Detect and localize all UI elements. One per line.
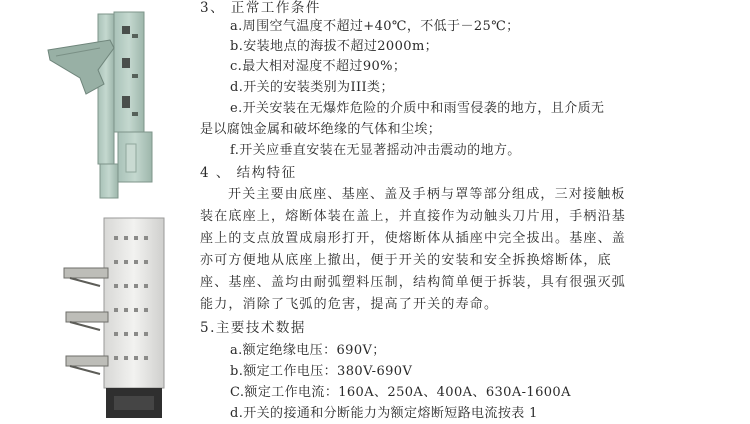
condition-item-e-cont: 是以腐蚀金属和破坏绝缘的气体和尘埃；	[200, 122, 442, 137]
structure-line-2: 装在底座上，熔断体装在盖上，并直接作为动触头刀片用，手柄沿基	[200, 209, 627, 224]
fuse-switch-closed-photo	[60, 216, 175, 422]
tech-item-a: a.额定绝缘电压：690V；	[230, 343, 386, 358]
condition-item-b: b.安装地点的海拔不超过2000m；	[230, 39, 439, 54]
structure-line-1: 开关主要由底座、基座、盖及手柄与罩等部分组成，三对接触板	[228, 187, 626, 202]
structure-line-4: 亦可方便地从底座上撤出，便于开关的安装和安全拆换熔断体，底	[200, 253, 612, 268]
condition-item-a: a.周围空气温度不超过+40℃，不低于－25℃；	[230, 19, 520, 34]
tech-item-b: b.额定工作电压：380V-690V	[230, 364, 413, 379]
structure-line-3: 座上的支点放置成扇形打开，使熔断体从插座中完全拔出。基座、盖	[200, 231, 627, 246]
tech-item-d: d.开关的接通和分断能力为额定熔断短路电流按表 1	[230, 406, 538, 421]
section-5-heading: 5.主要技术数据	[200, 320, 306, 336]
structure-line-6: 能力，消除了飞弧的危害，提高了开关的寿命。	[200, 297, 499, 312]
condition-item-c: c.最大相对湿度不超过90%；	[230, 59, 407, 74]
structure-line-5: 座、基座、盖均由耐弧塑料压制，结构简单便于拆装，具有很强灭弧	[200, 275, 627, 290]
section-3-heading: 3、 正常工作条件	[200, 0, 321, 16]
condition-item-f: f.开关应垂直安装在无显著摇动冲击震动的地方。	[230, 143, 521, 158]
tech-item-c: C.额定工作电流：160A、250A、400A、630A-1600A	[230, 385, 571, 400]
section-4-heading: 4 、 结构特征	[200, 165, 297, 181]
condition-item-e: e.开关安装在无爆炸危险的介质中和雨雪侵袭的地方，且介质无	[230, 101, 605, 116]
condition-item-d: d.开关的安装类别为III类；	[230, 80, 394, 95]
fuse-switch-open-photo	[40, 4, 170, 204]
